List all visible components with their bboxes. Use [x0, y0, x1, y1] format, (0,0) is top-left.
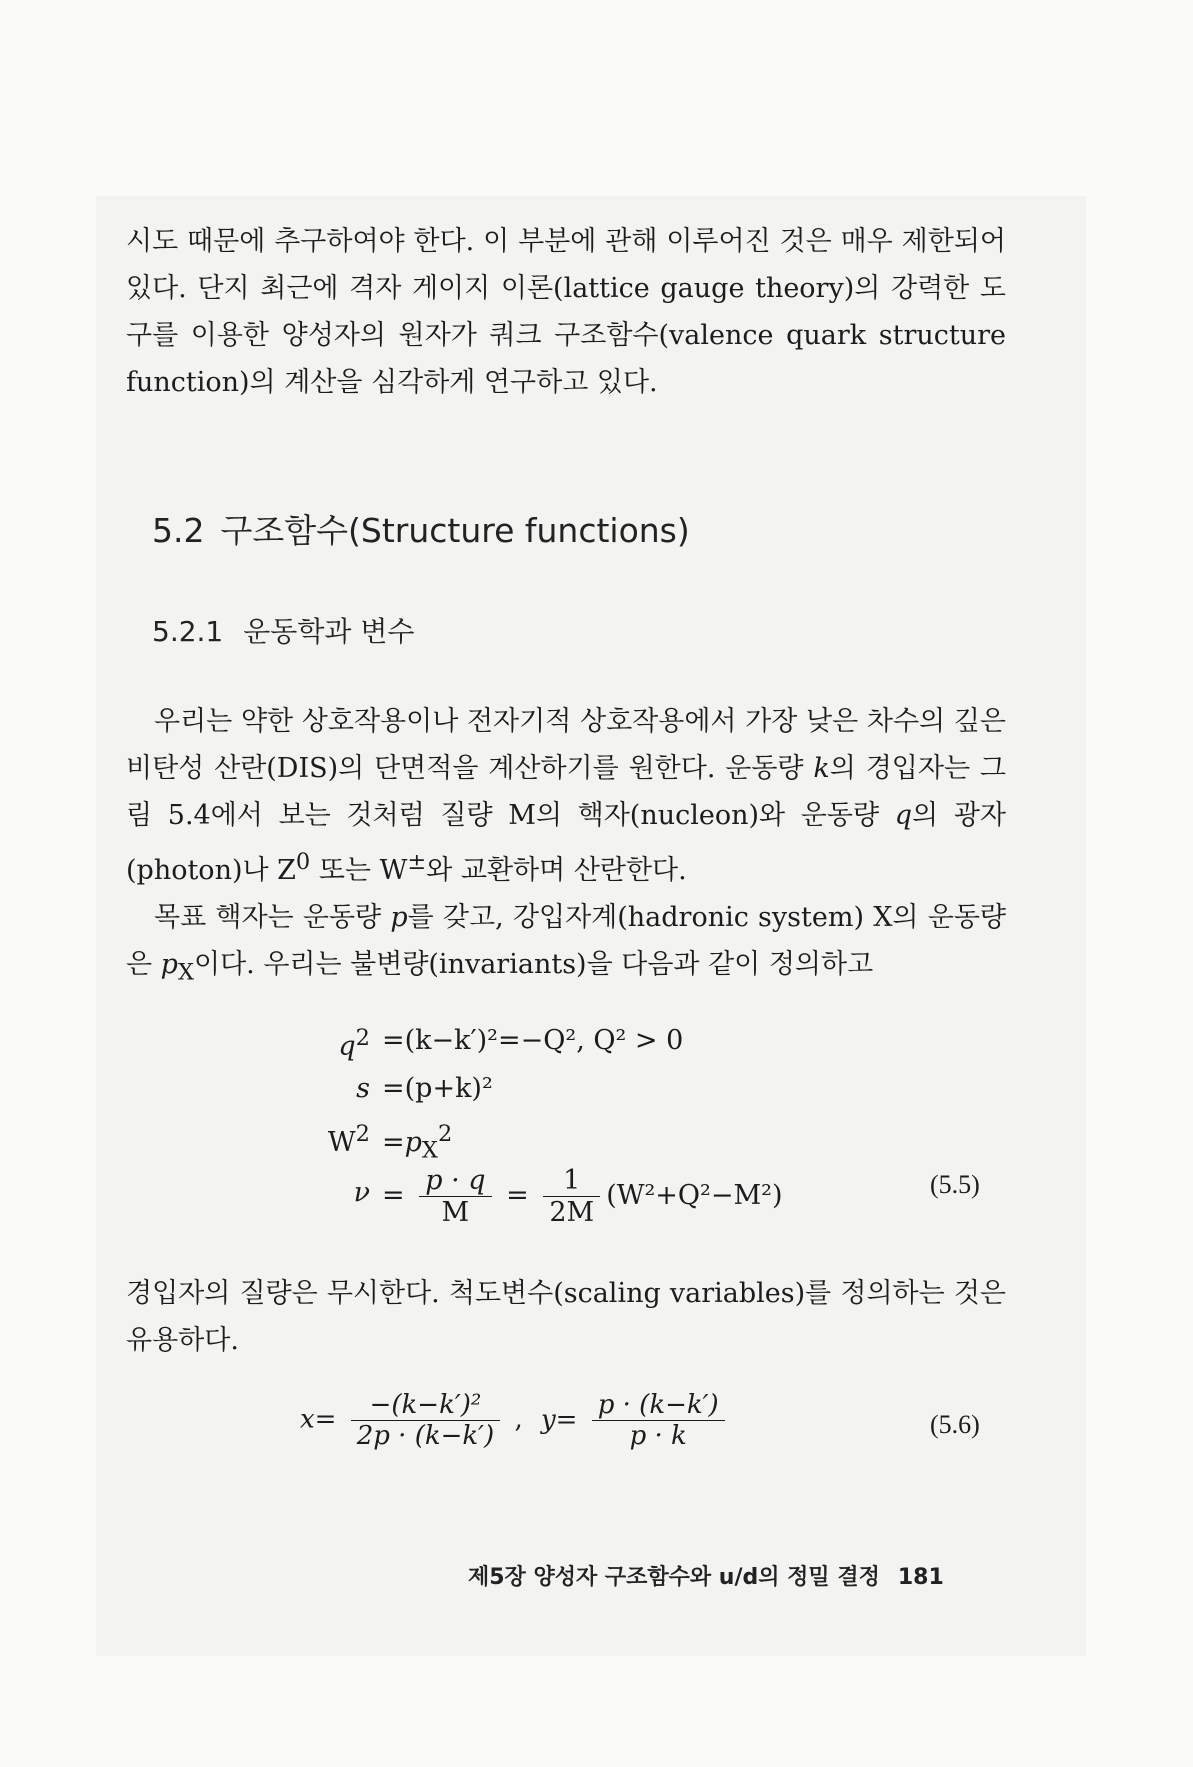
momentum-q: q — [894, 800, 913, 831]
fraction-y: $\frac{p \cdot (k-k')}{p \cdot k}$ — [592, 1390, 725, 1451]
running-footer — [468, 1560, 944, 1591]
subsection-heading — [152, 610, 414, 650]
scaling-variables-paragraph — [126, 1270, 1006, 1364]
page: 시도 때문에 추구하여야 한다. 이 부분에 관해 이루어진 것은 매우 제한되어 있다. 단지 최근에 격자 게이지 이론(lattice gauge theory)의 강력한 도구를 이용한 양성자의 원자가 쿼크 구조함수(valence quark structure function)의 계산을 심각하게 연구하고 있다. 5.2 구조함수(Structure functions) 5.2.1 운동학과 변수 우리는 약한 상호작용이나 전자기적 상호작용에서 가장 낮은 차수의 깊은 비탄성 산란(DIS)의 단면적을 계산하기를 원한다. 운동량 k의 경입자는 그림 5.4에서 보는 것처럼 질량 M의 핵자(nucleon)와 운동량 q의 광자(photon)나 $Z^0$ 또는 W±와 교환하며 산란한다. 목표 핵자는 운동량 p를 갖고, 강입자계(hadronic system) X의 운동량은 $p_X$이다. 우리는 불변량(invariants)을 다음과 같이 정의하고 $q^2$ =(k−k′)²=−Q², Q² > 0 s =(p+k)² $W^2$ $=p_X^2$ ν = $\frac{p \cdot q}{M}$ = $\frac{1}{2M}$ (W²+Q²−M²) (5.5) 경입자의 질량은 무시한다. 척도변수(scaling variables)를 정의하는 것은 유용하다. x= $\frac{\text{−(k−k′)²}}{2p \cdot (k-k')}$ , y= $\frac{p \cdot (k-k')}{p \cdot k}$ (5.6) 제5장 양성자 구조함수와 u/d의 정밀 결정 181 — [0, 0, 1193, 1767]
intro-paragraph — [126, 218, 1006, 406]
fraction-pq-over-m: $\frac{p \cdot q}{M}$ — [419, 1165, 491, 1228]
equation-number-5-6: (5.6) — [930, 1410, 980, 1439]
momentum-p: p — [390, 902, 408, 933]
section-title: 구조함수(Structure functions) — [220, 511, 690, 550]
fraction-x: $\frac{\text{−(k−k′)²}}{2p \cdot (k-k')}$ — [351, 1390, 500, 1451]
section-heading — [152, 505, 690, 552]
body-paragraph-1: 우리는 약한 상호작용이나 전자기적 상호작용에서 가장 낮은 차수의 깊은 비탄성 산란(DIS)의 단면적을 계산하기를 원한다. 운동량 k의 경입자는 그림 5.4에서 보는 것처럼 질량 M의 핵자(nucleon)와 운동량 q의 광자(photon)나 $Z^0$ 또는 W±와 교환하며 산란한다. — [126, 706, 1006, 886]
footer-chapter: 제5장 양성자 구조함수와 u/d의 정밀 결정 — [468, 1565, 880, 1590]
momentum-px: p — [160, 949, 178, 980]
intro-text: 시도 때문에 추구하여야 한다. 이 부분에 관해 이루어진 것은 매우 제한되어 있다. 단지 최근에 격자 게이지 이론(lattice gauge theory)의 강력한 도구를 이용한 양성자의 원자가 쿼크 구조함수(valence quark structure function)의 계산을 심각하게 연구하고 있다. — [126, 226, 1006, 398]
after-eq-text: 경입자의 질량은 무시한다. 척도변수(scaling variables)를 정의하는 것은 유용하다. — [126, 1278, 1006, 1356]
equation-number-5-5: (5.5) — [930, 1170, 980, 1199]
subsection-number: 5.2.1 — [152, 615, 224, 648]
subsection-title: 운동학과 변수 — [243, 615, 415, 648]
section-number: 5.2 — [152, 511, 205, 550]
z-boson: Z — [277, 855, 296, 886]
momentum-k: k — [813, 753, 830, 784]
equation-5-6: x= $\frac{\text{−(k−k′)²}}{2p \cdot (k-k')}$ , y= $\frac{p \cdot (k-k')}{p \cdot k}$ — [300, 1390, 731, 1451]
page-number: 181 — [897, 1565, 944, 1590]
body-paragraph-2: 목표 핵자는 운동량 p를 갖고, 강입자계(hadronic system) X의 운동량은 $p_X$이다. 우리는 불변량(invariants)을 다음과 같이 정의하고 — [126, 902, 1006, 986]
body-paragraphs — [126, 698, 1006, 996]
fraction-1-over-2m: $\frac{1}{2M}$ — [543, 1165, 600, 1228]
w-boson: W — [379, 855, 408, 886]
